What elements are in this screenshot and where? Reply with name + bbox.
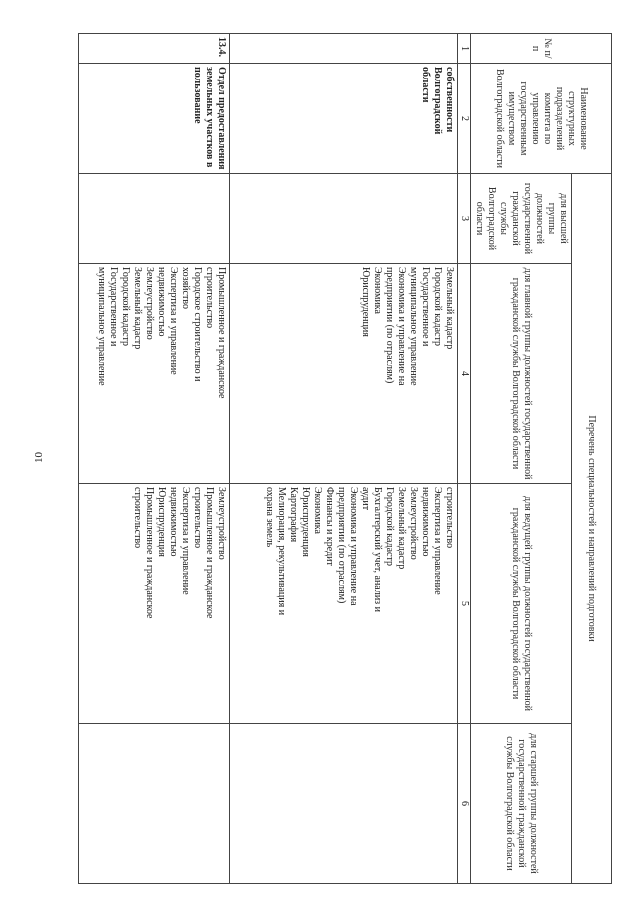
specialty-item: недвижимостью	[420, 487, 431, 557]
row-num: 13.4.	[79, 34, 230, 64]
leading-cell	[79, 484, 230, 724]
specialty-item: Бухгалтерский учет, анализ и	[372, 487, 383, 612]
specialty-item: Юриспруденция	[360, 267, 371, 337]
header-main: для главной группы должностей государственной гражданской службы Волгоградской области	[471, 264, 572, 484]
main-cell	[79, 264, 230, 484]
table-row	[79, 34, 230, 884]
specialty-item: Земельный кадастр	[396, 487, 407, 570]
specialty-item: Городской кадастр	[432, 267, 443, 346]
leading-cell	[230, 484, 458, 724]
specialty-item: Юриспруденция	[300, 487, 311, 557]
column-number: 2	[458, 64, 471, 174]
specialty-item: Промышленное и гражданское	[216, 267, 227, 399]
column-number: 5	[458, 484, 471, 724]
specialty-item: Юриспруденция	[156, 487, 167, 557]
unit-line: Отдел предоставления	[216, 67, 227, 170]
row-num	[230, 34, 458, 64]
specialty-item: Земельный кадастр	[444, 267, 455, 350]
specialty-item: Городское строительство и	[192, 267, 203, 382]
unit-line: Волгоградской	[432, 67, 443, 135]
senior-cell	[230, 724, 458, 884]
specialty-item: Экономика и управление на	[348, 487, 359, 606]
specialty-item: Финансы и кредит	[324, 487, 335, 566]
highest-cell	[79, 174, 230, 264]
specialty-item: Землеустройство	[408, 487, 419, 560]
specialty-item: предприятии (по отраслям)	[336, 487, 347, 604]
specialty-item: Картография	[288, 487, 299, 543]
column-number: 4	[458, 264, 471, 484]
specialty-item: Землеустройство	[216, 487, 227, 560]
rotated-table-sheet	[78, 33, 612, 883]
specialty-item: Экономика и управление на	[396, 267, 407, 386]
header-senior: для старшей группы должностей государственной гражданской службы Волгоградской области	[471, 724, 572, 884]
header-num: № п/п	[471, 34, 612, 64]
header-unit: Наименование структурных подразделений комитета по управлению государственным имуществом Волгоградской области	[471, 64, 612, 174]
specialty-item: аудит	[360, 487, 371, 511]
specialty-item: строительство	[204, 267, 215, 329]
column-number: 3	[458, 174, 471, 264]
specialty-item: Экспертиза и управление	[180, 487, 191, 595]
page-number: 10	[33, 452, 45, 463]
specialty-item: Городской кадастр	[384, 487, 395, 566]
specialty-item: Государственное и	[420, 267, 431, 347]
specialty-item: Промышленное и гражданское	[144, 487, 155, 619]
highest-cell	[230, 174, 458, 264]
specialty-item: Экспертиза и управление	[168, 267, 179, 375]
main-cell	[230, 264, 458, 484]
unit-cell	[79, 64, 230, 174]
table-row	[230, 34, 458, 884]
specialty-item: Экономика	[372, 267, 383, 314]
header-leading: для ведущей группы должностей государственной гражданской службы Волгоградской области	[471, 484, 572, 724]
specialty-item: хозяйство	[180, 267, 191, 309]
unit-line: собственности	[444, 67, 455, 133]
column-number: 6	[458, 724, 471, 884]
specialty-item: Земельный кадастр	[132, 267, 143, 350]
specialties-table	[78, 33, 612, 884]
specialty-item: охрана земель	[264, 487, 275, 548]
specialty-item: Государственное и	[108, 267, 119, 347]
specialty-item: недвижимостью	[168, 487, 179, 557]
unit-cell	[230, 64, 458, 174]
senior-cell	[79, 724, 230, 884]
specialty-item: Экономика	[312, 487, 323, 534]
unit-line: пользование	[192, 67, 203, 124]
specialty-item: Городской кадастр	[120, 267, 131, 346]
specialty-item: строительство	[444, 487, 455, 549]
column-number-row	[458, 34, 471, 884]
specialty-item: муниципальное управление	[408, 267, 419, 386]
specialty-item: строительство	[192, 487, 203, 549]
specialty-item: недвижимостью	[156, 267, 167, 337]
specialty-item: предприятии (по отраслям)	[384, 267, 395, 384]
specialty-item: строительство	[132, 487, 143, 549]
unit-line: области	[420, 67, 431, 103]
specialty-item: Экспертиза и управление	[432, 487, 443, 595]
specialty-item: Промышленное и гражданское	[204, 487, 215, 619]
header-group-span: Перечень специальностей и направлений подготовки	[572, 174, 612, 884]
unit-line: земельных участков в	[204, 67, 215, 168]
specialty-item: Мелиорация, рекультивация и	[276, 487, 287, 616]
specialty-item: муниципальное управление	[96, 267, 107, 386]
specialty-item: Землеустройство	[144, 267, 155, 340]
column-number: 1	[458, 34, 471, 64]
header-highest: для высшей группы должностей государственной гражданской службы Волгоградской области	[471, 174, 572, 264]
